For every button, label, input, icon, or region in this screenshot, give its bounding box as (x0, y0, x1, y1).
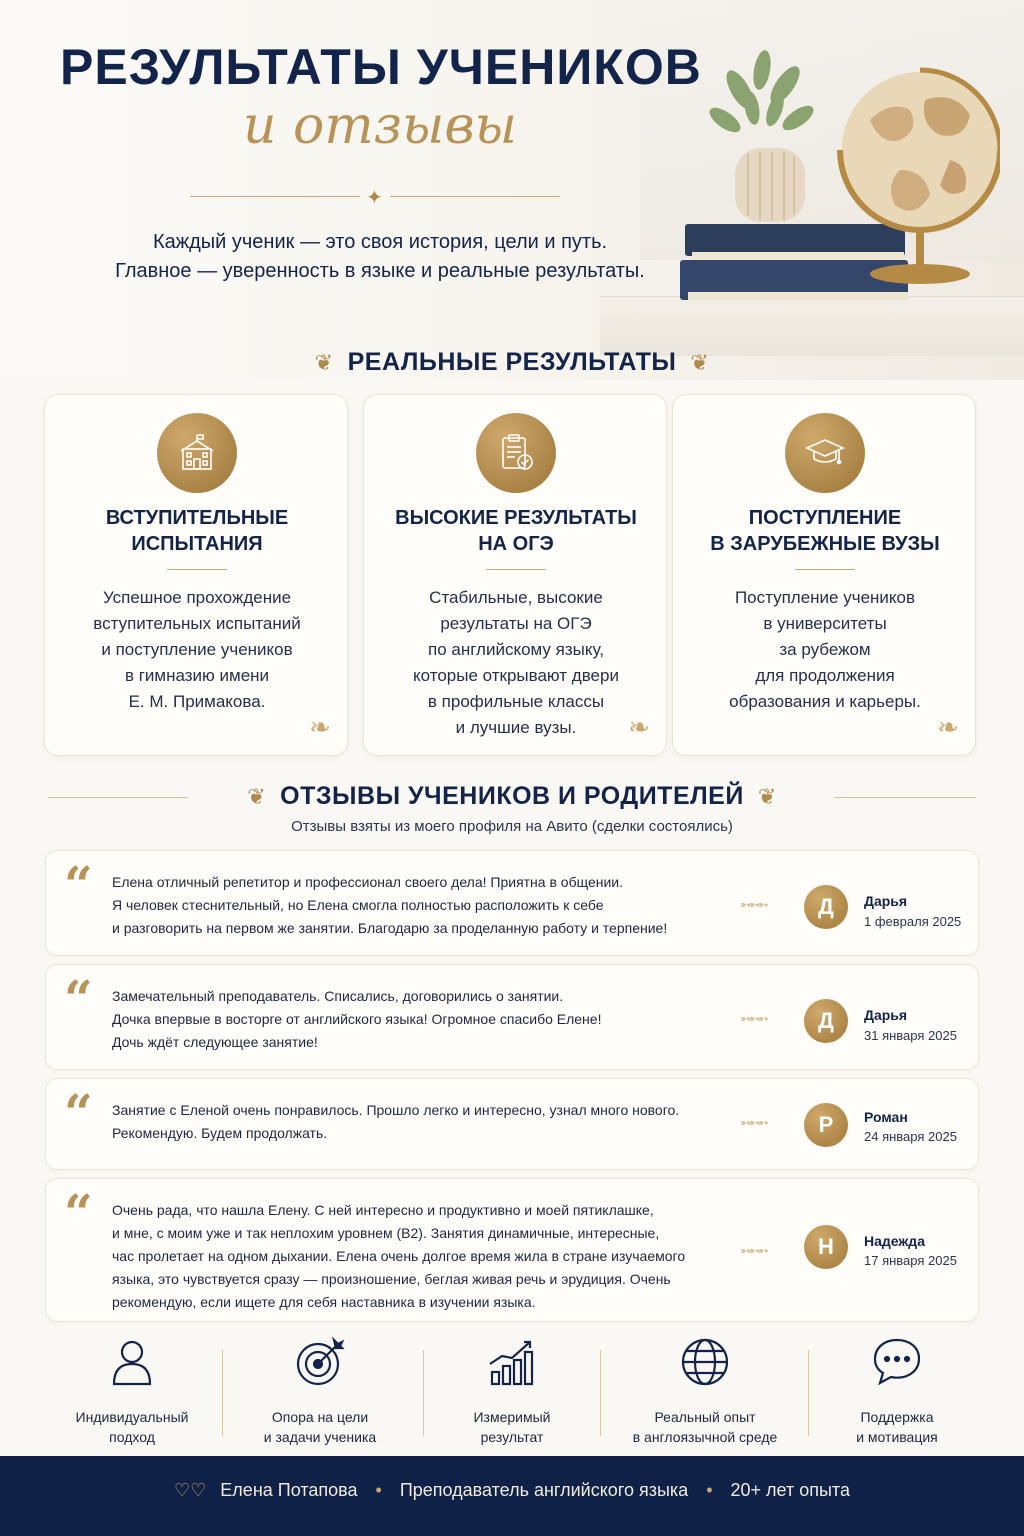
quote-icon: “ (64, 855, 93, 914)
reviewer-name: Дарья (864, 1007, 908, 1023)
badge (476, 413, 556, 493)
card-divider (167, 569, 227, 570)
card-text: Поступление учеников в университеты за рубежом для продолжения образования и карьеры. (729, 588, 921, 711)
intro-line-2: Главное — уверенность в языке и реальные результаты. (115, 260, 645, 282)
hero-divider (190, 187, 560, 209)
books-icon (680, 224, 908, 300)
feature-label: Измеримый результат (473, 1409, 551, 1445)
growth-chart-icon (486, 1336, 538, 1388)
results-heading-text: РЕАЛЬНЫЕ РЕЗУЛЬТАТЫ (347, 348, 677, 376)
card-text: Успешное прохождение вступительных испытаний и поступление учеников в гимназию имени Е. М. Примакова. (93, 588, 301, 711)
sprig-right-icon: ❦ (690, 350, 710, 376)
footer-experience: 20+ лет опыта (730, 1480, 850, 1500)
review-date: 1 февраля 2025 (864, 914, 962, 929)
badge (157, 413, 237, 493)
arrow-ornament-icon: ➳➳➳ (740, 1011, 767, 1026)
card-text: Стабильные, высокие результаты на ОГЭ по английскому языку, которые открывают двери в профильные классы и лучшие вузы. (413, 588, 619, 737)
feature-separator (423, 1350, 424, 1436)
footer-dot: • (375, 1480, 382, 1500)
quote-icon: “ (64, 969, 93, 1028)
feature-measurable (432, 1336, 592, 1447)
review-card (45, 1078, 979, 1170)
sprig-right-icon: ❦ (757, 784, 777, 810)
sparkle-icon: ✦ (366, 187, 383, 209)
avatar: Д (804, 885, 848, 929)
reviews-heading-text: ОТЗЫВЫ УЧЕНИКОВ И РОДИТЕЛЕЙ (280, 782, 744, 810)
leaf-icon: ❧ (309, 712, 331, 742)
feature-label: Опора на цели и задачи ученика (263, 1409, 377, 1445)
feature-label: Индивидуальный подход (75, 1409, 189, 1445)
avatar: Н (804, 1225, 848, 1269)
globe-icon (679, 1336, 731, 1388)
plant-icon (706, 49, 818, 137)
review-text: Очень рада, что нашла Елену. С ней интересно и продуктивно и моей пятиклашке, и мне, с моим уже и так неплохим уровнем (B2). Занятия динамичные, интересные, час пролетает на одном дыхании. Елена очень долгое время жила в стране изучаемого языка, это чувствуется сразу — произношение, беглая живая речь и эрудиция. Очень рекомендую, если ищете для себя наставника в изучении языка. (112, 1202, 686, 1310)
result-card-entrance-exams (44, 394, 348, 756)
arrow-ornament-icon: ➳➳➳ (740, 1115, 767, 1130)
card-divider (486, 569, 546, 570)
reviews-heading (0, 782, 1024, 811)
reviews-subheading: Отзывы взяты из моего профиля на Авито (сделки состоялись) (291, 818, 733, 835)
badge (785, 413, 865, 493)
reviewer-name: Надежда (864, 1233, 925, 1249)
card-title: ПОСТУПЛЕНИЕ В ЗАРУБЕЖНЫЕ ВУЗЫ (710, 507, 940, 555)
footer-role: Преподаватель английского языка (399, 1480, 689, 1500)
person-icon (106, 1336, 158, 1388)
page-title: РЕЗУЛЬТАТЫ УЧЕНИКОВ (60, 39, 702, 95)
footer-name: Елена Потапова (220, 1480, 358, 1500)
review-text: Елена отличный репетитор и профессионал своего дела! Приятна в общении. Я человек стеснительный, но Елена смогла полностью расположить к себе и разговорить на первом же занятии. Благодарю за проделанную работу и терпение! (112, 874, 668, 936)
card-title: ВСТУПИТЕЛЬНЫЕ ИСПЫТАНИЯ (105, 507, 289, 555)
clipboard-check-icon (496, 433, 536, 473)
review-card (45, 1178, 979, 1322)
feature-label: Поддержка и мотивация (856, 1409, 938, 1445)
leaf-icon: ❧ (937, 712, 959, 742)
review-card (45, 850, 979, 956)
arrow-ornament-icon: ➳➳➳ (740, 897, 767, 912)
feature-goals (240, 1336, 400, 1447)
feature-separator (808, 1350, 809, 1436)
review-date: 31 января 2025 (864, 1028, 957, 1043)
feature-individual (52, 1336, 212, 1447)
review-date: 17 января 2025 (864, 1253, 957, 1268)
school-building-icon (177, 433, 217, 473)
avatar: Р (804, 1103, 848, 1147)
card-title: ВЫСОКИЕ РЕЗУЛЬТАТЫ НА ОГЭ (395, 507, 637, 555)
hearts-icon: ♡♡ (174, 1480, 207, 1500)
feature-separator (600, 1350, 601, 1436)
feature-support (822, 1336, 972, 1447)
review-card (45, 964, 979, 1070)
graduation-cap-icon (805, 433, 845, 473)
feature-real-experience (620, 1336, 790, 1447)
avatar: Д (804, 999, 848, 1043)
leaf-icon: ❧ (628, 712, 650, 742)
footer (0, 1456, 1024, 1536)
desk-illustration (680, 30, 1000, 330)
footer-row (0, 1480, 1024, 1501)
feature-label: Реальный опыт в англоязычной среде (632, 1409, 778, 1445)
review-text: Замечательный преподаватель. Списались, договорились о занятии. Дочка впервые в восторге от английского языка! Огромное спасибо Елене! Дочь ждёт следующее занятие! (112, 988, 602, 1050)
review-date: 24 января 2025 (864, 1129, 957, 1144)
target-icon (294, 1336, 346, 1388)
intro-line-1: Каждый ученик — это своя история, цели и путь. (152, 231, 608, 253)
sprig-left-icon: ❦ (247, 784, 267, 810)
feature-separator (222, 1350, 223, 1436)
page-subtitle: и отзывы (243, 96, 517, 156)
card-divider (795, 569, 855, 570)
quote-icon: “ (64, 1083, 93, 1142)
chat-bubble-icon (871, 1336, 923, 1388)
reviewer-name: Дарья (864, 893, 908, 909)
result-card-foreign-universities (672, 394, 976, 756)
results-heading (0, 348, 1024, 377)
footer-dot: • (706, 1480, 713, 1500)
review-text: Занятие с Еленой очень понравилось. Прошло легко и интересно, узнал много нового. Рекомендую. Будем продолжать. (112, 1102, 680, 1141)
result-card-oge (363, 394, 667, 756)
reviewer-name: Роман (864, 1109, 908, 1125)
sprig-left-icon: ❦ (314, 350, 334, 376)
intro-text (60, 228, 700, 286)
arrow-ornament-icon: ➳➳➳ (740, 1243, 767, 1258)
quote-icon: “ (64, 1183, 93, 1242)
